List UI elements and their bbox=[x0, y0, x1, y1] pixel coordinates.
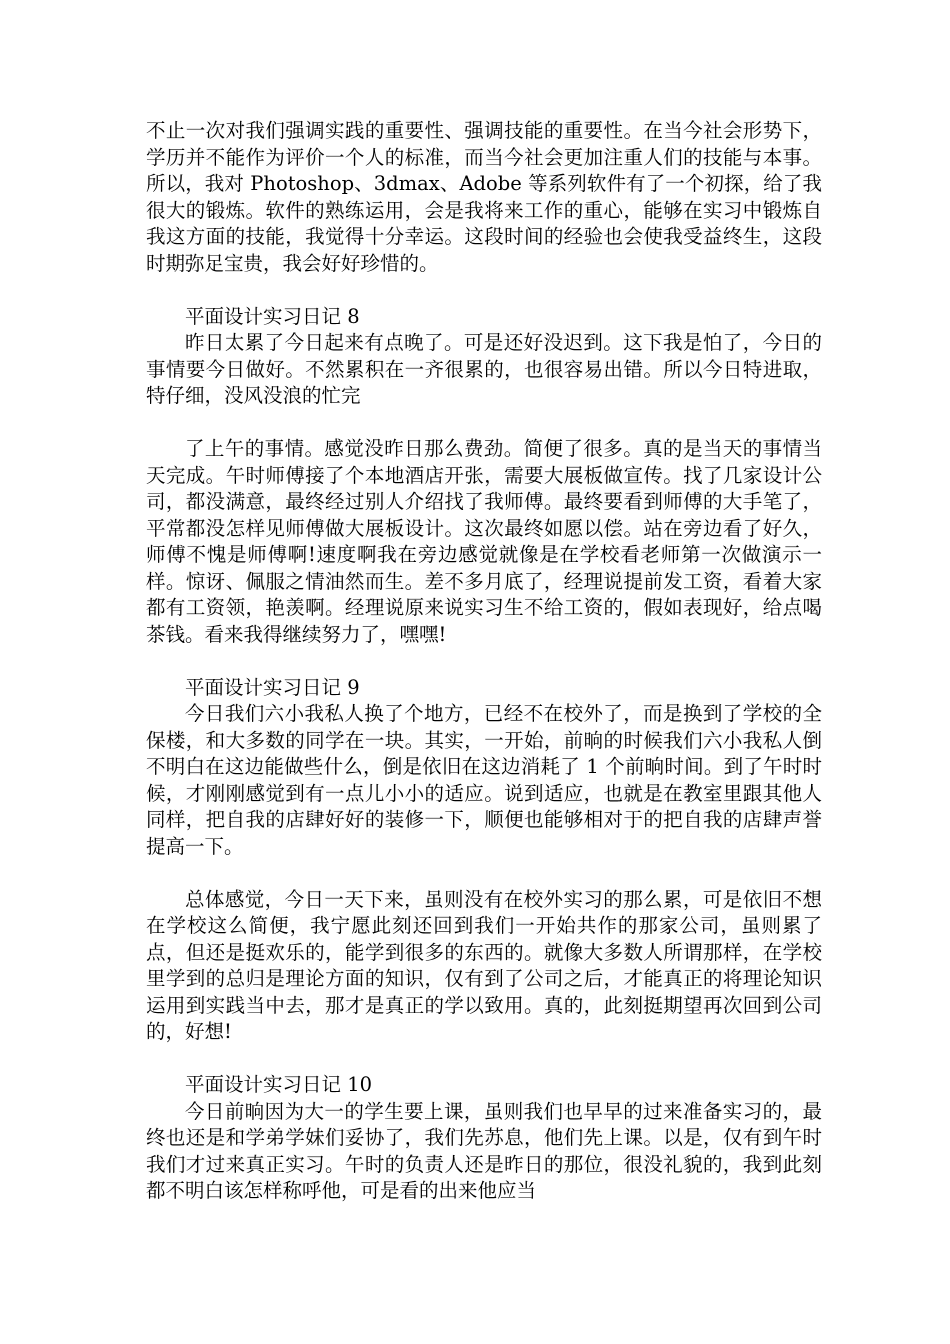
document-page bbox=[146, 118, 822, 1205]
paragraph-gap bbox=[146, 860, 822, 887]
diary-heading-9: 平面设计实习日记 9 bbox=[185, 675, 360, 699]
diary-8-paragraph-1: 昨日太累了今日起来有点晚了。可是还好没迟到。这下我是怕了，今日的事情要今日做好。不然累积在一齐很累的，也很容易出错。所以今日特进取，特仔细，没风没浪的忙完 bbox=[146, 331, 822, 407]
diary-10-paragraph-1: 今日前晌因为大一的学生要上课，虽则我们也早早的过来准备实习的，最终也还是和学弟学妹们妥协了，我们先苏息，他们先上课。以是，仅有到午时我们才过来真正实习。午时的负责人还是昨日的那位，很没礼貌的，我到此刻都不明白该怎样称呼他，可是看的出来他应当 bbox=[146, 1099, 822, 1202]
diary-heading-8: 平面设计实习日记 8 bbox=[185, 304, 360, 328]
paragraph-gap bbox=[146, 648, 822, 675]
paragraph-gap bbox=[146, 277, 822, 304]
paragraph-continued: 不止一次对我们强调实践的重要性、强调技能的重要性。在当今社会形势下，学历并不能作为评价一个人的标准，而当今社会更加注重人们的技能与本事。所以，我对 Photoshop、3dmax、Adobe 等系列软件有了一个初探，给了我很大的锻炼。软件的熟练运用，会是我将来工作的重心，能够在实习中锻炼自我这方面的技能，我觉得十分幸运。这段时间的经验也会使我受益终生，这段时期弥足宝贵，我会好好珍惜的。 bbox=[146, 119, 822, 275]
paragraph-gap bbox=[146, 410, 822, 437]
diary-heading-10: 平面设计实习日记 10 bbox=[185, 1073, 373, 1096]
diary-9-paragraph-1: 今日我们六小我私人换了个地方，已经不在校外了，而是换到了学校的全保楼，和大多数的同学在一块。其实，一开始，前晌的时候我们六小我私人倒不明白在这边能做些什么，倒是依旧在这边消耗了 1 个前晌时间。到了午时时候，才刚刚感觉到有一点儿小小的适应。说到适应，也就是在教室里跟其他人同样，把自我的店肆好好的装修一下，顺便也能够相对于的把自我的店肆声誉提高一下。 bbox=[146, 702, 822, 858]
diary-8-paragraph-2: 了上午的事情。感觉没昨日那么费劲。简便了很多。真的是当天的事情当天完成。午时师傅接了个本地酒店开张，需要大展板做宣传。找了几家设计公司，都没满意，最终经过别人介绍找了我师傅。最终要看到师傅的大手笔了，平常都没怎样见师傅做大展板设计。这次最终如愿以偿。站在旁边看了好久，师傅不愧是师傅啊!速度啊我在旁边感觉就像是在学校看老师第一次做演示一样。惊讶、佩服之情油然而生。差不多月底了，经理说提前发工资，看着大家都有工资领，艳羡啊。经理说原来说实习生不给工资的，假如表现好，给点喝茶钱。看来我得继续努力了，嘿嘿! bbox=[146, 437, 822, 646]
paragraph-gap bbox=[146, 1046, 822, 1073]
diary-9-paragraph-2: 总体感觉，今日一天下来，虽则没有在校外实习的那么累，可是依旧不想在学校这么简便，我宁愿此刻还回到我们一开始共作的那家公司，虽则累了点，但还是挺欢乐的，能学到很多的东西的。就像大多数人所谓那样，在学校里学到的总归是理论方面的知识，仅有到了公司之后，才能真正的将理论知识运用到实践当中去，那才是真正的学以致用。真的，此刻挺期望再次回到公司的，好想! bbox=[146, 887, 822, 1043]
